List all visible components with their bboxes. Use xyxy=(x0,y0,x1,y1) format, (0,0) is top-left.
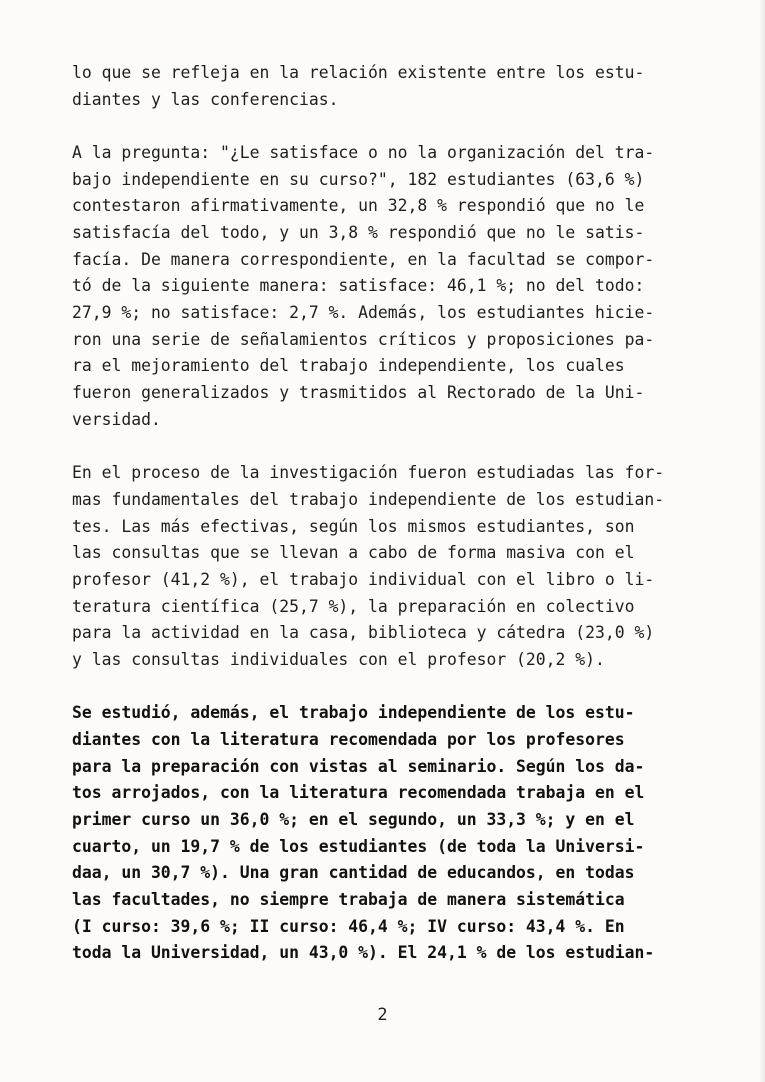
paragraph-1 xyxy=(72,60,732,113)
text-line: (I curso: 39,6 %; II curso: 46,4 %; IV curso: 43,4 %. En xyxy=(72,916,625,936)
text-line: ra el mejoramiento del trabajo independiente, los cuales xyxy=(72,356,625,376)
paragraph-3 xyxy=(72,460,732,674)
text-line: bajo independiente en su curso?", 182 estudiantes (63,6 %) xyxy=(72,169,645,189)
text-line: daa, un 30,7 %). Una gran cantidad de educandos, en todas xyxy=(72,863,635,883)
body-text xyxy=(72,60,732,994)
text-line: A la pregunta: "¿Le satisface o no la organización del tra- xyxy=(72,142,655,162)
text-line: diantes y las conferencias. xyxy=(72,89,339,109)
text-line: toda la Universidad, un 43,0 %). El 24,1 % de los estudian- xyxy=(72,943,655,963)
text-line: para la preparación con vistas al seminario. Según los da- xyxy=(72,756,645,776)
paragraph-4 xyxy=(72,700,732,967)
text-line: y las consultas individuales con el profesor (20,2 %). xyxy=(72,649,605,669)
text-line: satisfacía del todo, y un 3,8 % respondió que no le satis- xyxy=(72,223,645,243)
text-line: las consultas que se llevan a cabo de forma masiva con el xyxy=(72,543,635,563)
text-line: ron una serie de señalamientos críticos y proposiciones pa- xyxy=(72,329,655,349)
text-line: teratura científica (25,7 %), la preparación en colectivo xyxy=(72,596,635,616)
text-line: las facultades, no siempre trabaja de manera sistemática xyxy=(72,890,625,910)
text-line: versidad. xyxy=(72,409,161,429)
page-edge-shadow xyxy=(759,0,765,1082)
text-line: Se estudió, además, el trabajo independiente de los estu- xyxy=(72,703,635,723)
text-line: cuarto, un 19,7 % de los estudiantes (de toda la Universi- xyxy=(72,836,645,856)
text-line: tes. Las más efectivas, según los mismos estudiantes, son xyxy=(72,516,635,536)
text-line: En el proceso de la investigación fueron estudiadas las for- xyxy=(72,463,665,483)
text-line: profesor (41,2 %), el trabajo individual con el libro o li- xyxy=(72,569,655,589)
text-line: diantes con la literatura recomendada por los profesores xyxy=(72,729,625,749)
text-line: para la actividad en la casa, biblioteca y cátedra (23,0 %) xyxy=(72,623,655,643)
text-line: tos arrojados, con la literatura recomendada trabaja en el xyxy=(72,783,645,803)
paragraph-2 xyxy=(72,140,732,434)
text-line: 27,9 %; no satisface: 2,7 %. Además, los estudiantes hicie- xyxy=(72,303,655,323)
text-line: tó de la siguiente manera: satisface: 46,1 %; no del todo: xyxy=(72,276,645,296)
text-line: fueron generalizados y trasmitidos al Rectorado de la Uni- xyxy=(72,383,645,403)
page-number: 2 xyxy=(377,1005,388,1025)
text-line: primer curso un 36,0 %; en el segundo, un 33,3 %; y en el xyxy=(72,809,635,829)
text-line: lo que se refleja en la relación existente entre los estu- xyxy=(72,63,645,82)
text-line: contestaron afirmativamente, un 32,8 % respondió que no le xyxy=(72,196,645,216)
text-line: mas fundamentales del trabajo independiente de los estudian- xyxy=(72,489,665,509)
text-line: facía. De manera correspondiente, en la facultad se compor- xyxy=(72,249,655,269)
